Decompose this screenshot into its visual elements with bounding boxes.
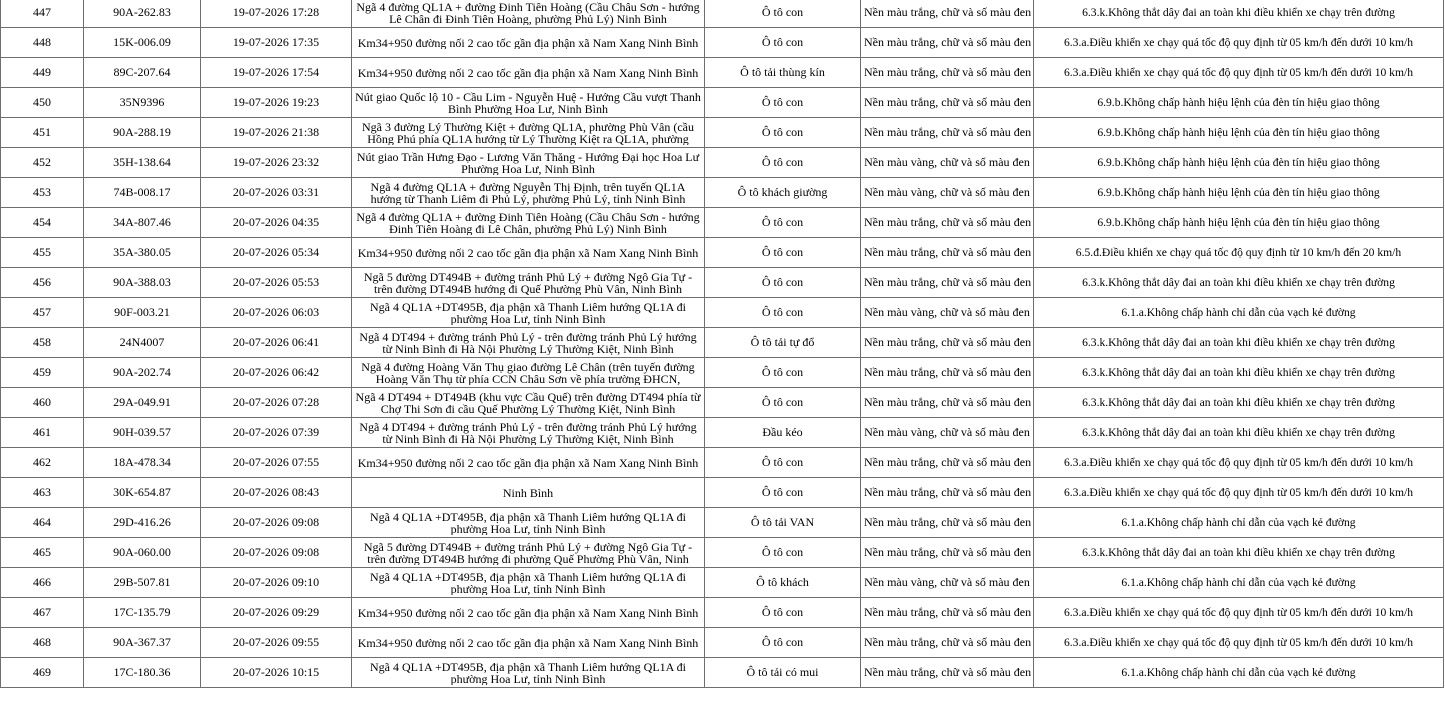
table-row xyxy=(1,118,1444,148)
violation-cell: 6.3.a.Điều khiển xe chạy quá tốc độ quy định từ 05 km/h đến dưới 10 km/h xyxy=(1034,58,1444,88)
table-row xyxy=(1,538,1444,568)
vehicle-type-cell: Ô tô con xyxy=(705,148,861,178)
violation-cell: 6.9.b.Không chấp hành hiệu lệnh của đèn tín hiệu giao thông xyxy=(1034,178,1444,208)
location-text: Ngã 4 đường QL1A + đường Đinh Tiên Hoàng (Cầu Châu Sơn - hướng Lê Chân đi Đinh Tiên Hoàng, phường Phủ Lý) Ninh Bình xyxy=(356,0,700,25)
location-cell xyxy=(352,448,705,478)
table-body xyxy=(1,0,1444,688)
violation-cell: 6.9.b.Không chấp hành hiệu lệnh của đèn tín hiệu giao thông xyxy=(1034,88,1444,118)
violation-cell: 6.9.b.Không chấp hành hiệu lệnh của đèn tín hiệu giao thông xyxy=(1034,148,1444,178)
plate-color-cell: Nền màu vàng, chữ và số màu đen xyxy=(861,178,1034,208)
location-cell xyxy=(352,0,705,28)
table-row xyxy=(1,658,1444,688)
table-row xyxy=(1,418,1444,448)
license-plate-cell: 15K-006.09 xyxy=(84,28,201,58)
row-number-cell: 450 xyxy=(1,88,84,118)
plate-color-cell: Nền màu trắng, chữ và số màu đen xyxy=(861,508,1034,538)
location-cell xyxy=(352,298,705,328)
location-cell xyxy=(352,58,705,88)
violation-time-cell: 19-07-2026 23:32 xyxy=(201,148,352,178)
violation-time-cell: 20-07-2026 06:41 xyxy=(201,328,352,358)
location-text: Km34+950 đường nối 2 cao tốc gần địa phận xã Nam Xang Ninh Bình xyxy=(357,246,699,259)
violation-cell: 6.3.k.Không thắt dây đai an toàn khi điều khiển xe chạy trên đường xyxy=(1034,538,1444,568)
vehicle-type-cell: Ô tô con xyxy=(705,448,861,478)
license-plate-cell: 90A-367.37 xyxy=(84,628,201,658)
plate-color-cell: Nền màu trắng, chữ và số màu đen xyxy=(861,658,1034,688)
violation-cell: 6.3.k.Không thắt dây đai an toàn khi điều khiển xe chạy trên đường xyxy=(1034,388,1444,418)
location-text: Ngã 4 QL1A +DT495B, địa phận xã Thanh Liêm hướng QL1A đi phường Hoa Lư, tỉnh Ninh Bình xyxy=(369,660,687,685)
violation-cell: 6.1.a.Không chấp hành chỉ dẫn của vạch kẻ đường xyxy=(1034,568,1444,598)
table-row xyxy=(1,208,1444,238)
violation-cell: 6.3.a.Điều khiển xe chạy quá tốc độ quy định từ 05 km/h đến dưới 10 km/h xyxy=(1034,598,1444,628)
vehicle-type-cell: Ô tô con xyxy=(705,358,861,388)
row-number-cell: 454 xyxy=(1,208,84,238)
plate-color-cell: Nền màu trắng, chữ và số màu đen xyxy=(861,598,1034,628)
violation-time-cell: 20-07-2026 09:10 xyxy=(201,568,352,598)
vehicle-type-cell: Ô tô con xyxy=(705,298,861,328)
table-row xyxy=(1,178,1444,208)
location-cell xyxy=(352,388,705,418)
vehicle-type-cell: Ô tô con xyxy=(705,208,861,238)
violation-cell: 6.3.a.Điều khiển xe chạy quá tốc độ quy định từ 05 km/h đến dưới 10 km/h xyxy=(1034,478,1444,508)
license-plate-cell: 29A-049.91 xyxy=(84,388,201,418)
table-row xyxy=(1,88,1444,118)
row-number-cell: 451 xyxy=(1,118,84,148)
location-text: Nút giao Quốc lộ 10 - Cầu Lim - Nguyễn Huệ - Hướng Cầu vượt Thanh Bình Phường Hoa Lư, Ninh Bình xyxy=(355,90,701,115)
location-text: Km34+950 đường nối 2 cao tốc gần địa phận xã Nam Xang Ninh Bình xyxy=(357,636,699,649)
plate-color-cell: Nền màu trắng, chữ và số màu đen xyxy=(861,538,1034,568)
vehicle-type-cell: Ô tô con xyxy=(705,538,861,568)
table-row xyxy=(1,568,1444,598)
violation-cell: 6.3.k.Không thắt dây đai an toàn khi điều khiển xe chạy trên đường xyxy=(1034,268,1444,298)
plate-color-cell: Nền màu trắng, chữ và số màu đen xyxy=(861,628,1034,658)
violation-time-cell: 20-07-2026 10:15 xyxy=(201,658,352,688)
location-cell xyxy=(352,598,705,628)
violation-time-cell: 20-07-2026 04:35 xyxy=(201,208,352,238)
vehicle-type-cell: Ô tô con xyxy=(705,238,861,268)
violation-cell: 6.9.b.Không chấp hành hiệu lệnh của đèn tín hiệu giao thông xyxy=(1034,118,1444,148)
plate-color-cell: Nền màu trắng, chữ và số màu đen xyxy=(861,268,1034,298)
violation-cell: 6.3.a.Điều khiển xe chạy quá tốc độ quy định từ 05 km/h đến dưới 10 km/h xyxy=(1034,28,1444,58)
location-text: Ngã 4 DT494 + đường tránh Phủ Lý - trên đường tránh Phủ Lý hướng từ Ninh Bình đi Hà Nội Phường Lý Thường Kiệt, Ninh Bình xyxy=(359,330,697,355)
table-row xyxy=(1,508,1444,538)
license-plate-cell: 35A-380.05 xyxy=(84,238,201,268)
vehicle-type-cell: Ô tô con xyxy=(705,88,861,118)
vehicle-type-cell: Đầu kéo xyxy=(705,418,861,448)
plate-color-cell: Nền màu trắng, chữ và số màu đen xyxy=(861,448,1034,478)
location-cell xyxy=(352,508,705,538)
license-plate-cell: 90A-202.74 xyxy=(84,358,201,388)
table-row xyxy=(1,148,1444,178)
violation-time-cell: 19-07-2026 21:38 xyxy=(201,118,352,148)
violation-cell: 6.3.k.Không thắt dây đai an toàn khi điều khiển xe chạy trên đường xyxy=(1034,418,1444,448)
row-number-cell: 468 xyxy=(1,628,84,658)
table-row xyxy=(1,298,1444,328)
location-text: Nút giao Trần Hưng Đạo - Lương Văn Thăng - Hướng Đại học Hoa Lư Phường Hoa Lư, Ninh Bình xyxy=(356,150,700,175)
violation-time-cell: 20-07-2026 07:39 xyxy=(201,418,352,448)
violation-cell: 6.5.đ.Điều khiển xe chạy quá tốc độ quy định từ 10 km/h đến 20 km/h xyxy=(1034,238,1444,268)
vehicle-type-cell: Ô tô tải VAN xyxy=(705,508,861,538)
vehicle-type-cell: Ô tô con xyxy=(705,478,861,508)
violation-time-cell: 20-07-2026 09:08 xyxy=(201,538,352,568)
row-number-cell: 460 xyxy=(1,388,84,418)
location-cell xyxy=(352,88,705,118)
table-row xyxy=(1,58,1444,88)
violation-time-cell: 19-07-2026 19:23 xyxy=(201,88,352,118)
violation-cell: 6.1.a.Không chấp hành chỉ dẫn của vạch kẻ đường xyxy=(1034,658,1444,688)
plate-color-cell: Nền màu trắng, chữ và số màu đen xyxy=(861,88,1034,118)
plate-color-cell: Nền màu trắng, chữ và số màu đen xyxy=(861,388,1034,418)
violation-cell: 6.1.a.Không chấp hành chỉ dẫn của vạch kẻ đường xyxy=(1034,508,1444,538)
violation-cell: 6.3.a.Điều khiển xe chạy quá tốc độ quy định từ 05 km/h đến dưới 10 km/h xyxy=(1034,628,1444,658)
location-text: Ngã 4 DT494 + DT494B (khu vực Cầu Quế) trên đường DT494 phía từ Chợ Thi Sơn đi cầu Quế Phường Lý Thường Kiệt, Ninh Bình xyxy=(355,390,701,415)
location-text: Km34+950 đường nối 2 cao tốc gần địa phận xã Nam Xang Ninh Bình xyxy=(357,606,699,619)
violation-time-cell: 20-07-2026 09:29 xyxy=(201,598,352,628)
table-row xyxy=(1,28,1444,58)
vehicle-type-cell: Ô tô con xyxy=(705,118,861,148)
vehicle-type-cell: Ô tô tải tự đổ xyxy=(705,328,861,358)
plate-color-cell: Nền màu trắng, chữ và số màu đen xyxy=(861,328,1034,358)
license-plate-cell: 90F-003.21 xyxy=(84,298,201,328)
plate-color-cell: Nền màu trắng, chữ và số màu đen xyxy=(861,0,1034,28)
plate-color-cell: Nền màu trắng, chữ và số màu đen xyxy=(861,58,1034,88)
table-row xyxy=(1,358,1444,388)
plate-color-cell: Nền màu trắng, chữ và số màu đen xyxy=(861,118,1034,148)
row-number-cell: 465 xyxy=(1,538,84,568)
vehicle-type-cell: Ô tô con xyxy=(705,28,861,58)
vehicle-type-cell: Ô tô con xyxy=(705,268,861,298)
violation-time-cell: 19-07-2026 17:35 xyxy=(201,28,352,58)
row-number-cell: 452 xyxy=(1,148,84,178)
violation-cell: 6.1.a.Không chấp hành chỉ dẫn của vạch kẻ đường xyxy=(1034,298,1444,328)
table-row xyxy=(1,448,1444,478)
location-text: Ninh Bình xyxy=(502,486,554,499)
location-cell xyxy=(352,178,705,208)
row-number-cell: 453 xyxy=(1,178,84,208)
table-row xyxy=(1,328,1444,358)
license-plate-cell: 24N4007 xyxy=(84,328,201,358)
location-cell xyxy=(352,28,705,58)
row-number-cell: 448 xyxy=(1,28,84,58)
location-text: Ngã 5 đường DT494B + đường tránh Phủ Lý + đường Ngô Gia Tự - trên đường DT494B hướng đi phường Quế Phường Phù Vân, Ninh xyxy=(363,540,693,565)
license-plate-cell: 29D-416.26 xyxy=(84,508,201,538)
row-number-cell: 466 xyxy=(1,568,84,598)
license-plate-cell: 90H-039.57 xyxy=(84,418,201,448)
license-plate-cell: 89C-207.64 xyxy=(84,58,201,88)
table-row xyxy=(1,598,1444,628)
location-text: Ngã 4 QL1A +DT495B, địa phận xã Thanh Liêm hướng QL1A đi phường Hoa Lư, tỉnh Ninh Bình xyxy=(369,570,687,595)
plate-color-cell: Nền màu trắng, chữ và số màu đen xyxy=(861,208,1034,238)
vehicle-type-cell: Ô tô con xyxy=(705,598,861,628)
violation-time-cell: 20-07-2026 06:03 xyxy=(201,298,352,328)
license-plate-cell: 90A-060.00 xyxy=(84,538,201,568)
location-cell xyxy=(352,238,705,268)
vehicle-type-cell: Ô tô con xyxy=(705,628,861,658)
violation-time-cell: 20-07-2026 07:28 xyxy=(201,388,352,418)
location-text: Km34+950 đường nối 2 cao tốc gần địa phận xã Nam Xang Ninh Bình xyxy=(357,66,699,79)
location-text: Km34+950 đường nối 2 cao tốc gần địa phận xã Nam Xang Ninh Bình xyxy=(357,456,699,469)
row-number-cell: 447 xyxy=(1,0,84,28)
location-text: Ngã 4 đường QL1A + đường Nguyễn Thị Định, trên tuyến QL1A hướng từ Thanh Liêm đi Phủ Lý, phường Phủ Lý, tỉnh Ninh Bình xyxy=(370,180,686,205)
location-text: Ngã 4 đường QL1A + đường Đinh Tiên Hoàng (Cầu Châu Sơn - hướng Đinh Tiên Hoàng đi Lê Chân, phường Phủ Lý) Ninh Bình xyxy=(356,210,700,235)
row-number-cell: 462 xyxy=(1,448,84,478)
location-cell xyxy=(352,538,705,568)
vehicle-type-cell: Ô tô khách giường xyxy=(705,178,861,208)
violation-time-cell: 19-07-2026 17:54 xyxy=(201,58,352,88)
plate-color-cell: Nền màu vàng, chữ và số màu đen xyxy=(861,568,1034,598)
license-plate-cell: 74B-008.17 xyxy=(84,178,201,208)
location-cell xyxy=(352,358,705,388)
license-plate-cell: 35H-138.64 xyxy=(84,148,201,178)
license-plate-cell: 35N9396 xyxy=(84,88,201,118)
violation-time-cell: 20-07-2026 08:43 xyxy=(201,478,352,508)
plate-color-cell: Nền màu vàng, chữ và số màu đen xyxy=(861,418,1034,448)
table-row xyxy=(1,388,1444,418)
license-plate-cell: 30K-654.87 xyxy=(84,478,201,508)
violation-time-cell: 20-07-2026 09:55 xyxy=(201,628,352,658)
violation-time-cell: 20-07-2026 07:55 xyxy=(201,448,352,478)
row-number-cell: 456 xyxy=(1,268,84,298)
location-cell xyxy=(352,628,705,658)
location-cell xyxy=(352,418,705,448)
vehicle-type-cell: Ô tô con xyxy=(705,388,861,418)
violation-cell: 6.3.k.Không thắt dây đai an toàn khi điều khiển xe chạy trên đường xyxy=(1034,328,1444,358)
vehicle-type-cell: Ô tô tải thùng kín xyxy=(705,58,861,88)
location-text: Ngã 5 đường DT494B + đường tránh Phủ Lý + đường Ngô Gia Tự - trên đường DT494B hướng đi Quế Phường Phù Vân, Ninh Bình xyxy=(363,270,693,295)
violation-time-cell: 20-07-2026 06:42 xyxy=(201,358,352,388)
table-row xyxy=(1,478,1444,508)
license-plate-cell: 34A-807.46 xyxy=(84,208,201,238)
row-number-cell: 469 xyxy=(1,658,84,688)
row-number-cell: 461 xyxy=(1,418,84,448)
location-cell xyxy=(352,478,705,508)
violation-time-cell: 19-07-2026 17:28 xyxy=(201,0,352,28)
license-plate-cell: 17C-180.36 xyxy=(84,658,201,688)
row-number-cell: 458 xyxy=(1,328,84,358)
plate-color-cell: Nền màu vàng, chữ và số màu đen xyxy=(861,148,1034,178)
row-number-cell: 459 xyxy=(1,358,84,388)
license-plate-cell: 90A-262.83 xyxy=(84,0,201,28)
vehicle-type-cell: Ô tô tải có mui xyxy=(705,658,861,688)
vehicle-type-cell: Ô tô con xyxy=(705,0,861,28)
location-cell xyxy=(352,118,705,148)
table-row xyxy=(1,0,1444,28)
violation-cell: 6.3.a.Điều khiển xe chạy quá tốc độ quy định từ 05 km/h đến dưới 10 km/h xyxy=(1034,448,1444,478)
location-cell xyxy=(352,148,705,178)
license-plate-cell: 90A-388.03 xyxy=(84,268,201,298)
plate-color-cell: Nền màu trắng, chữ và số màu đen xyxy=(861,238,1034,268)
location-cell xyxy=(352,208,705,238)
violation-time-cell: 20-07-2026 05:34 xyxy=(201,238,352,268)
violation-cell: 6.3.k.Không thắt dây đai an toàn khi điều khiển xe chạy trên đường xyxy=(1034,358,1444,388)
violation-time-cell: 20-07-2026 03:31 xyxy=(201,178,352,208)
plate-color-cell: Nền màu vàng, chữ và số màu đen xyxy=(861,298,1034,328)
row-number-cell: 457 xyxy=(1,298,84,328)
plate-color-cell: Nền màu trắng, chữ và số màu đen xyxy=(861,478,1034,508)
violation-cell: 6.3.k.Không thắt dây đai an toàn khi điều khiển xe chạy trên đường xyxy=(1034,0,1444,28)
violation-time-cell: 20-07-2026 09:08 xyxy=(201,508,352,538)
violation-cell: 6.9.b.Không chấp hành hiệu lệnh của đèn tín hiệu giao thông xyxy=(1034,208,1444,238)
license-plate-cell: 90A-288.19 xyxy=(84,118,201,148)
license-plate-cell: 18A-478.34 xyxy=(84,448,201,478)
table-row xyxy=(1,268,1444,298)
plate-color-cell: Nền màu trắng, chữ và số màu đen xyxy=(861,28,1034,58)
row-number-cell: 467 xyxy=(1,598,84,628)
location-cell xyxy=(352,658,705,688)
row-number-cell: 463 xyxy=(1,478,84,508)
row-number-cell: 455 xyxy=(1,238,84,268)
plate-color-cell: Nền màu trắng, chữ và số màu đen xyxy=(861,358,1034,388)
vehicle-type-cell: Ô tô khách xyxy=(705,568,861,598)
location-text: Ngã 4 đường Hoàng Văn Thụ giao đường Lê Chân (trên tuyến đường Hoàng Văn Thụ từ phía CCN Châu Sơn về phía trường ĐHCN, xyxy=(361,360,695,385)
license-plate-cell: 17C-135.79 xyxy=(84,598,201,628)
location-text: Ngã 4 QL1A +DT495B, địa phận xã Thanh Liêm hướng QL1A đi phường Hoa Lư, tỉnh Ninh Bình xyxy=(369,510,687,535)
license-plate-cell: 29B-507.81 xyxy=(84,568,201,598)
location-cell xyxy=(352,328,705,358)
location-cell xyxy=(352,568,705,598)
table-row xyxy=(1,238,1444,268)
location-text: Km34+950 đường nối 2 cao tốc gần địa phận xã Nam Xang Ninh Bình xyxy=(357,36,699,49)
location-text: Ngã 4 DT494 + đường tránh Phủ Lý - trên đường tránh Phủ Lý hướng từ Ninh Bình đi Hà Nội Phường Lý Thường Kiệt, Ninh Bình xyxy=(359,420,697,445)
row-number-cell: 449 xyxy=(1,58,84,88)
location-text: Ngã 3 đường Lý Thường Kiệt + đường QL1A, phường Phù Vân (cầu Hồng Phú phía QL1A hướng từ Lý Thường Kiệt ra QL1A, phường xyxy=(361,120,695,145)
location-cell xyxy=(352,268,705,298)
violation-time-cell: 20-07-2026 05:53 xyxy=(201,268,352,298)
location-text: Ngã 4 QL1A +DT495B, địa phận xã Thanh Liêm hướng QL1A đi phường Hoa Lư, tỉnh Ninh Bình xyxy=(369,300,687,325)
table-row xyxy=(1,628,1444,658)
row-number-cell: 464 xyxy=(1,508,84,538)
